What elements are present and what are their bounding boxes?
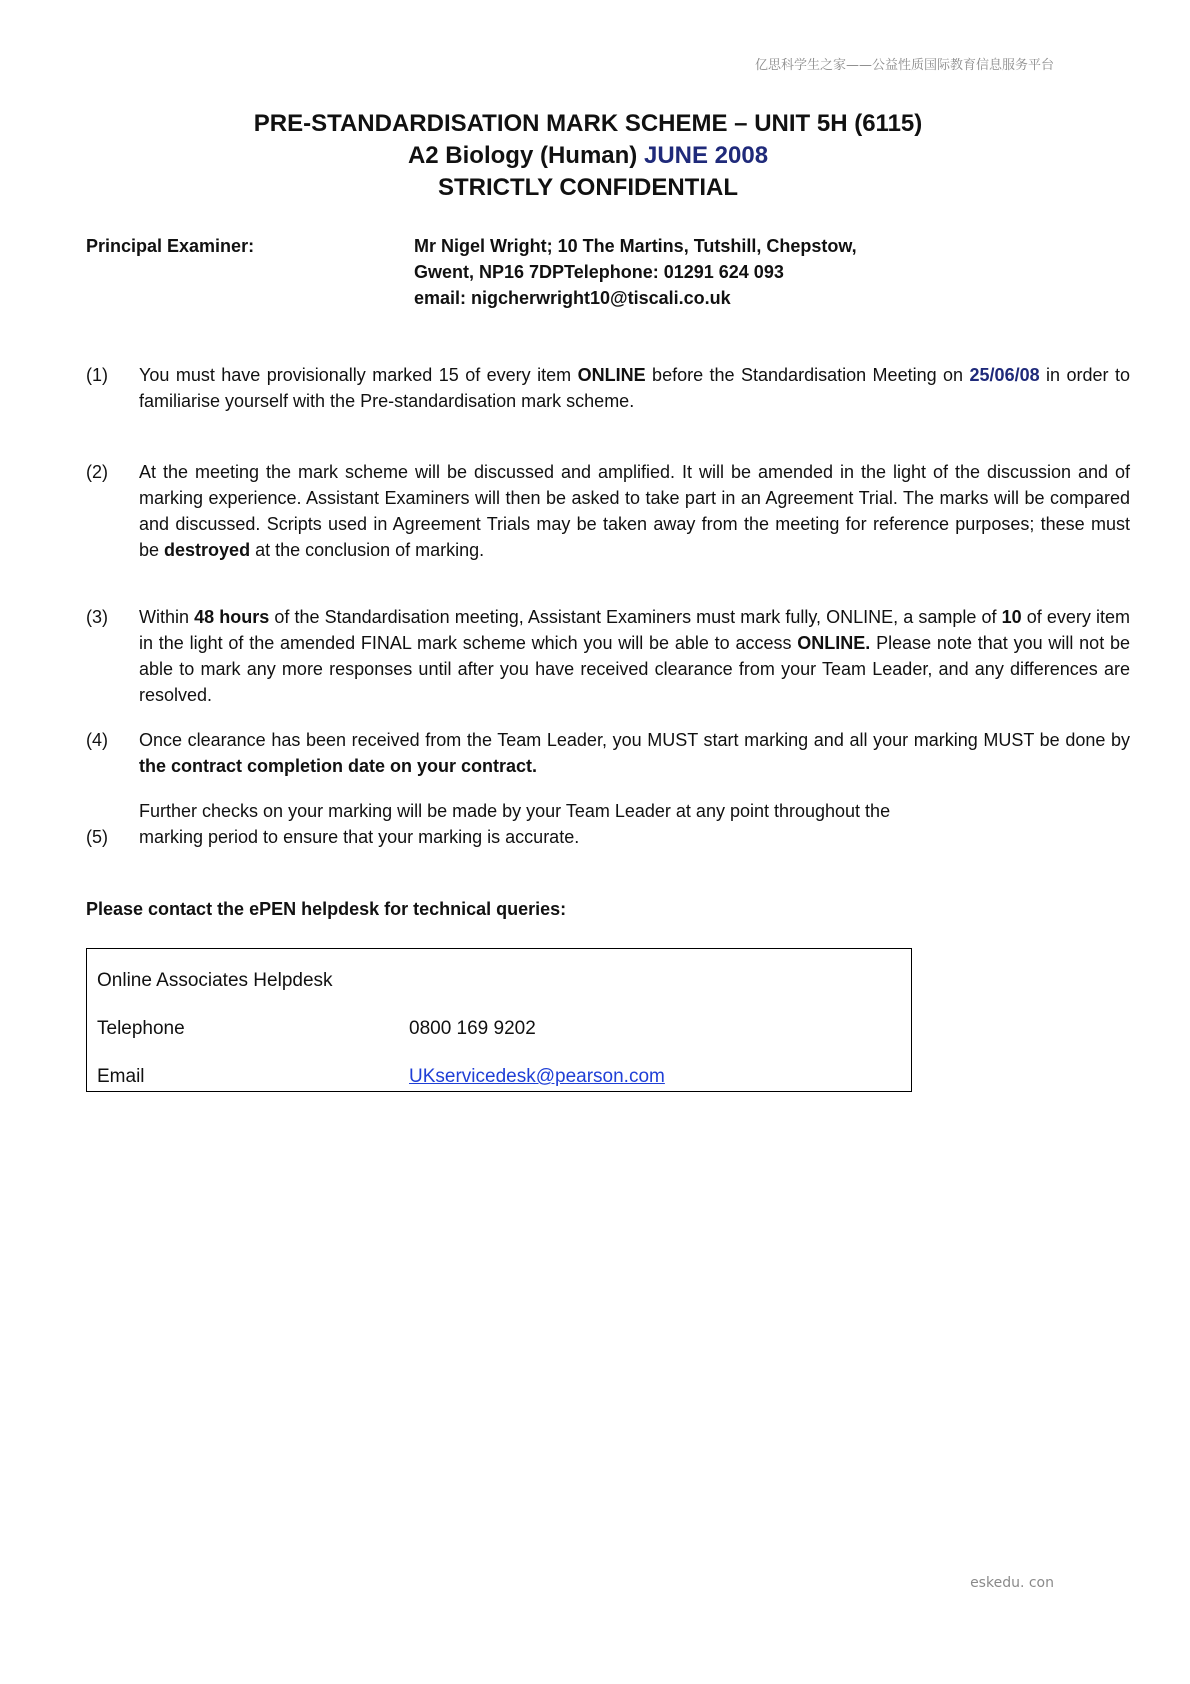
examiner-email: email: nigcherwright10@tiscali.co.uk [414,288,731,308]
item-text-bold: 10 [1001,607,1022,627]
helpdesk-email-link[interactable]: UKservicedesk@pearson.com [409,1066,665,1087]
telephone-label: Telephone [97,1018,185,1039]
item-number: (2) [86,462,108,482]
title-date: JUNE 2008 [643,142,769,169]
email-label: Email [97,1066,145,1087]
item-text-run: You must have provisionally marked 15 of every item [139,365,578,385]
item-text-run: in order to familiarise yourself with the Pre-standardisation mark scheme. [139,365,1131,411]
item-text-run: before the Standardisation Meeting on [645,365,970,385]
item-text-run: of every item in the light of the amended FINAL mark scheme which you will be able to access [139,607,1130,653]
item-text-bold: ONLINE. [797,633,871,653]
examiner-address-line-1: Mr Nigel Wright; 10 The Martins, Tutshill, Chepstow, [414,236,857,256]
examiner-details [414,233,974,311]
telephone-value: 0800 169 9202 [409,1018,536,1039]
item-text-run: Please note that you will not be able to mark any more responses until after you have received clearance from your Team Leader, and any differences are resolved. [139,633,1131,705]
helpdesk-name: Online Associates Helpdesk [97,970,333,991]
title-line-3: STRICTLY CONFIDENTIAL [437,174,738,201]
item-text-run: Once clearance has been received from the Team Leader, you MUST start marking and all your marking MUST be done by [139,730,1130,750]
item-text [139,362,1130,414]
item-text-run: Within [139,607,195,627]
item-text-line: marking period to ensure that your marking is accurate. [139,827,580,847]
item-text [139,604,1130,708]
title-subject: A2 Biology (Human) [407,142,644,169]
item-text [139,798,1130,850]
watermark-top: 亿思科学生之家——公益性质国际教育信息服务平台 [754,58,1054,73]
item-text-bold: destroyed [164,540,251,560]
item-text-run: of the Standardisation meeting, Assistant Examiners must mark fully, ONLINE, a sample of [269,607,1002,627]
item-text-bold: ONLINE [577,365,646,385]
examiner-label: Principal Examiner: [86,236,255,256]
item-number: (1) [86,365,108,385]
document-title [86,108,1090,204]
item-text-bold: 48 hours [194,607,270,627]
item-text-run: At the meeting the mark scheme will be discussed and amplified. It will be amended in the light of the discussion and of marking experience. Assistant Examiners will then be asked to take part in an Agreement Trial. The marks will be compared and discussed. Scripts used in Agreement Trials may be taken away from the meeting for reference purposes; these must be [139,462,1130,560]
item-number: (4) [86,730,108,750]
meeting-date: 25/06/08 [969,365,1040,385]
item-text-line: Further checks on your marking will be made by your Team Leader at any point throughout the [139,801,891,821]
item-text-run: at the conclusion of marking. [250,540,485,560]
helpdesk-heading: Please contact the ePEN helpdesk for technical queries: [86,899,567,919]
item-text [139,459,1130,563]
item-text [139,727,1130,779]
item-number: (3) [86,607,108,627]
helpdesk-email-row [97,1064,907,1090]
title-line-2 [86,140,1090,172]
item-number: (5) [86,827,108,847]
title-line-1: PRE-STANDARDISATION MARK SCHEME – UNIT 5H (6115) [253,110,923,137]
watermark-bottom: eskedu. con [970,1575,1054,1591]
item-text-bold: the contract completion date on your contract. [139,756,538,776]
helpdesk-name-row [97,968,907,994]
helpdesk-telephone-row [97,1016,907,1042]
examiner-address-line-2: Gwent, NP16 7DPTelephone: 01291 624 093 [414,262,784,282]
helpdesk-contact-box [86,948,912,1092]
